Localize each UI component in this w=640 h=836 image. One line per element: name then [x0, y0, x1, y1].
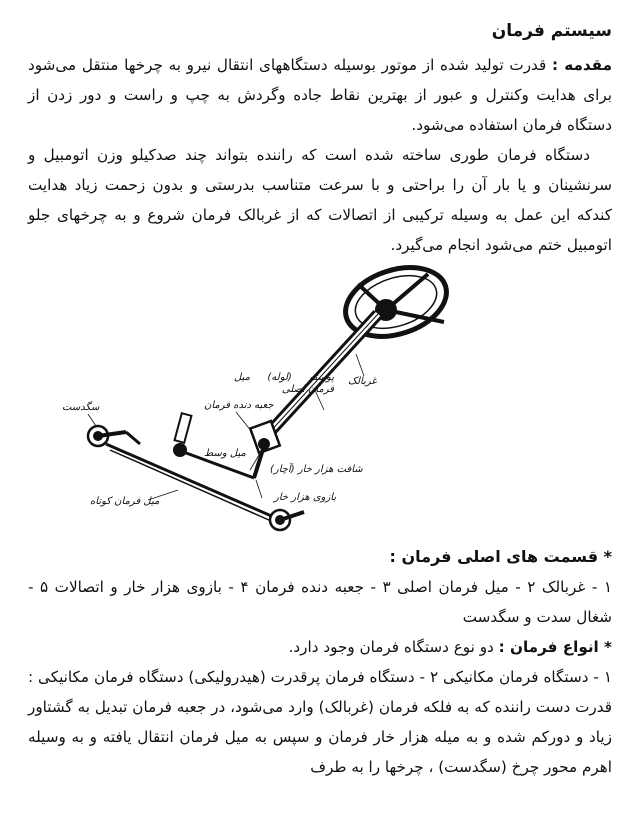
intro-lead: مقدمه : [552, 56, 612, 74]
paragraph-2: دستگاه فرمان طوری ساخته شده است که راننده بتواند چند صدکیلو وزن اتومبیل و سرنشینان و یا بار آن را براحتی و با سرعت متناسب بدرستی و بدون زحمت زیاد هدایت کندکه این عمل به وسیله ترکیبی از اتصالات که از غربالک فرمان شروع و به چرخهای جلو اتومبیل ختم می‌شود انجام می‌گیرد. [28, 146, 612, 254]
label-knuckle: سگدست [62, 402, 100, 413]
idler-bracket [175, 413, 192, 443]
label-sector-shaft: شافت هزار خار (آچار) [270, 464, 363, 475]
label-steering-wheel: غربالک [348, 376, 377, 387]
label-tie-rod: میل فرمان کوتاه [90, 496, 160, 507]
main-parts-text: ۱ - غربالک ۲ - میل فرمان اصلی ۳ - جعبه دنده فرمان ۴ - بازوی هزار خار و اتصالات ۵ - شغال سدت و سگدست [28, 578, 612, 626]
steering-wheel-spoke [386, 274, 428, 310]
types-list: ۱ - دستگاه فرمان مکانیکی ۲ - دستگاه فرمان پرقدرت (هیدرولیکی) دستگاه فرمان مکانیکی : قدرت دست راننده که به فلکه فرمان (غربالک) وارد می‌شود، در جعبه فرمان تبدیل به گشتاور زیاد و دورکم شده و به میله هزار خار فرمان و سپس به میل فرمان انتقال یافته و به وسیله اهرم محور چرخ (سگدست) ، چرخها را به طرف [28, 668, 612, 776]
label-gearbox: جعبه دنده فرمان [204, 400, 274, 411]
types-lead: * انواع فرمان : [498, 638, 612, 656]
label-column: پوسته (لوله) میل فرمان اصلی [234, 372, 334, 395]
steering-system-figure [28, 264, 612, 536]
label-pitman-arm: بازوی هزار خار [274, 492, 337, 503]
label-drag-link: میل وسط [204, 448, 246, 459]
types-paragraph [28, 632, 612, 662]
main-parts-heading: * قسمت های اصلی فرمان : [389, 547, 612, 566]
steering-wheel-spoke [358, 284, 386, 310]
page [28, 18, 612, 782]
intro-paragraph [28, 50, 612, 140]
intro-text: قدرت تولید شده از موتور بوسیله دستگاههای انتقال نیرو به چرخها منتقل می‌شود برای هدایت وکنترل و عبور از بهترین نقاط جاده وگردش به چپ و راست و دور زدن از دستگاه فرمان استفاده می‌شود. [28, 56, 612, 134]
page-title: سیستم فرمان [491, 21, 612, 41]
types-text: دو نوع دستگاه فرمان وجود دارد. [288, 638, 499, 656]
